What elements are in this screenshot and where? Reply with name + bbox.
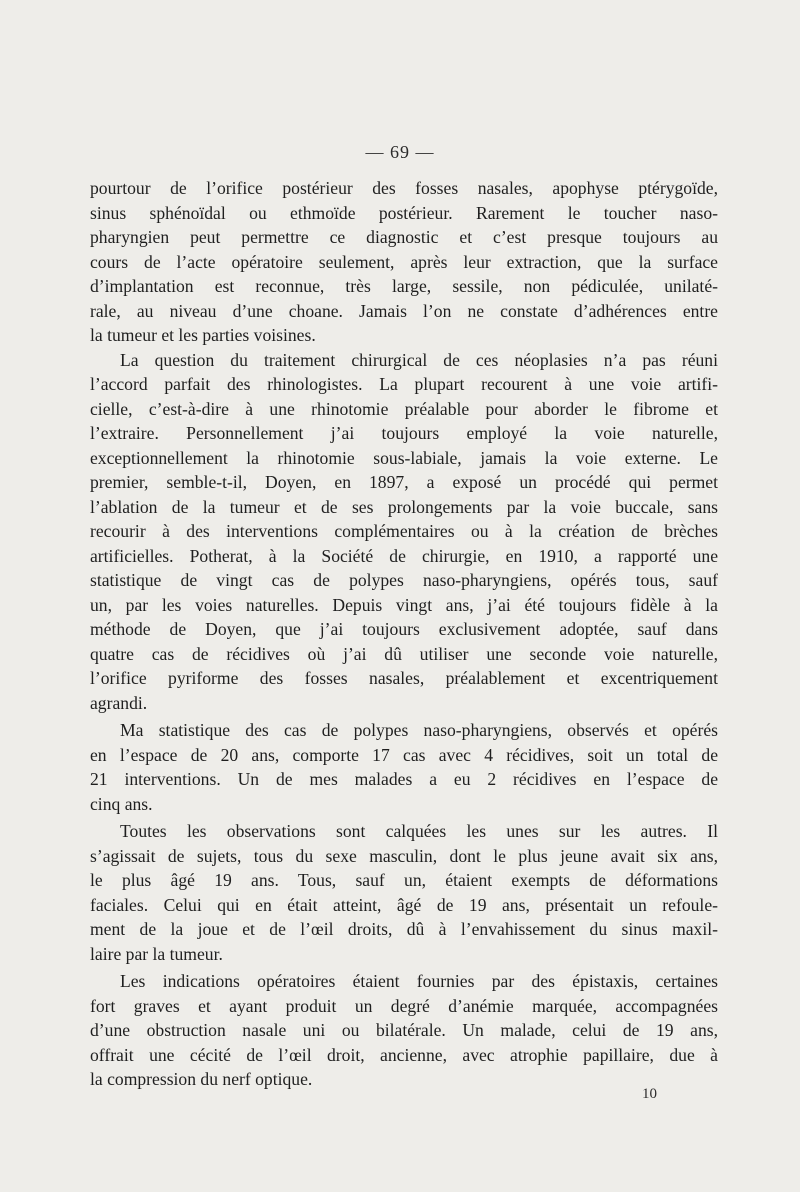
- text-line: 21 interventions. Un de mes malades a eu 2 récidives en l’espace de: [90, 769, 718, 789]
- text-line: d’une obstruction nasale uni ou bilatérale. Un malade, celui de 19 ans,: [90, 1020, 718, 1040]
- paragraph: [90, 348, 718, 716]
- text-line: l’orifice pyriforme des fosses nasales, préalablement et excentriquement: [90, 668, 718, 688]
- text-line: quatre cas de récidives où j’ai dû utiliser une seconde voie naturelle,: [90, 643, 718, 664]
- text-line: cours de l’acte opératoire seulement, après leur extraction, que la surface: [90, 251, 718, 272]
- text-line: pharyngien peut permettre ce diagnostic et c’est presque toujours au: [90, 227, 718, 247]
- text-line: Toutes les observations sont calquées les unes sur les autres. Il: [120, 821, 718, 841]
- text-line: exceptionnellement la rhinotomie sous-labiale, jamais la voie externe. Le: [90, 447, 718, 468]
- text-line: la compression du nerf optique.: [90, 1069, 313, 1089]
- paragraph: [90, 819, 718, 966]
- text-line: artificielles. Potherat, à la Société de chirurgie, en 1910, a rapporté une: [90, 545, 718, 566]
- text-line: un, par les voies naturelles. Depuis vingt ans, j’ai été toujours fidèle à la: [90, 594, 718, 615]
- text-line: fort graves et ayant produit un degré d’anémie marquée, accompagnées: [90, 995, 718, 1016]
- paragraph: [90, 718, 718, 816]
- text-line: Ma statistique des cas de polypes naso-pharyngiens, observés et opérés: [120, 720, 718, 740]
- text-line: recourir à des interventions complémentaires ou à la création de brèches: [90, 521, 718, 541]
- text-line: l’accord parfait des rhinologistes. La plupart recourent à une voie artifi-: [90, 374, 718, 394]
- text-line: rale, au niveau d’une choane. Jamais l’on ne constate d’adhérences entre: [90, 300, 718, 321]
- text-line: cinq ans.: [90, 793, 153, 814]
- text-line: Les indications opératoires étaient fournies par des épistaxis, certaines: [120, 971, 718, 991]
- text-line: offrait une cécité de l’œil droit, ancienne, avec atrophie papillaire, due à: [90, 1044, 718, 1065]
- text-line: s’agissait de sujets, tous du sexe masculin, dont le plus jeune avait six ans,: [90, 845, 718, 866]
- text-line: méthode de Doyen, que j’ai toujours exclusivement adoptée, sauf dans: [90, 619, 718, 639]
- text-line: pourtour de l’orifice postérieur des fosses nasales, apophyse ptérygoïde,: [90, 178, 718, 198]
- text-line: statistique de vingt cas de polypes naso-pharyngiens, opérés tous, sauf: [90, 570, 718, 590]
- text-line: l’extraire. Personnellement j’ai toujours employé la voie naturelle,: [90, 423, 718, 443]
- page-number: — 69 —: [365, 142, 435, 162]
- signature-mark: 10: [642, 1086, 657, 1102]
- paragraph: [90, 176, 718, 348]
- text-line: la tumeur et les parties voisines.: [90, 325, 316, 345]
- text-line: le plus âgé 19 ans. Tous, sauf un, étaient exempts de déformations: [90, 870, 718, 890]
- text-line: ment de la joue et de l’œil droits, dû à l’envahissement du sinus maxil-: [90, 919, 718, 939]
- text-line: l’ablation de la tumeur et de ses prolongements par la voie buccale, sans: [90, 496, 718, 517]
- text-line: cielle, c’est-à-dire à une rhinotomie préalable pour aborder le fibrome et: [90, 398, 718, 419]
- text-line: sinus sphénoïdal ou ethmoïde postérieur. Rarement le toucher naso-: [90, 202, 718, 223]
- text-line: La question du traitement chirurgical de ces néoplasies n’a pas réuni: [120, 349, 718, 370]
- text-line: laire par la tumeur.: [90, 943, 223, 964]
- body-text: [90, 176, 718, 1092]
- text-line: agrandi.: [90, 692, 148, 713]
- text-line: en l’espace de 20 ans, comporte 17 cas avec 4 récidives, soit un total de: [90, 744, 718, 765]
- text-line: faciales. Celui qui en était atteint, âgé de 19 ans, présentait un refoule-: [90, 894, 718, 915]
- text-line: premier, semble-t-il, Doyen, en 1897, a exposé un procédé qui permet: [90, 472, 718, 492]
- text-line: d’implantation est reconnue, très large, sessile, non pédiculée, unilaté-: [90, 276, 718, 296]
- paragraph: [90, 969, 718, 1092]
